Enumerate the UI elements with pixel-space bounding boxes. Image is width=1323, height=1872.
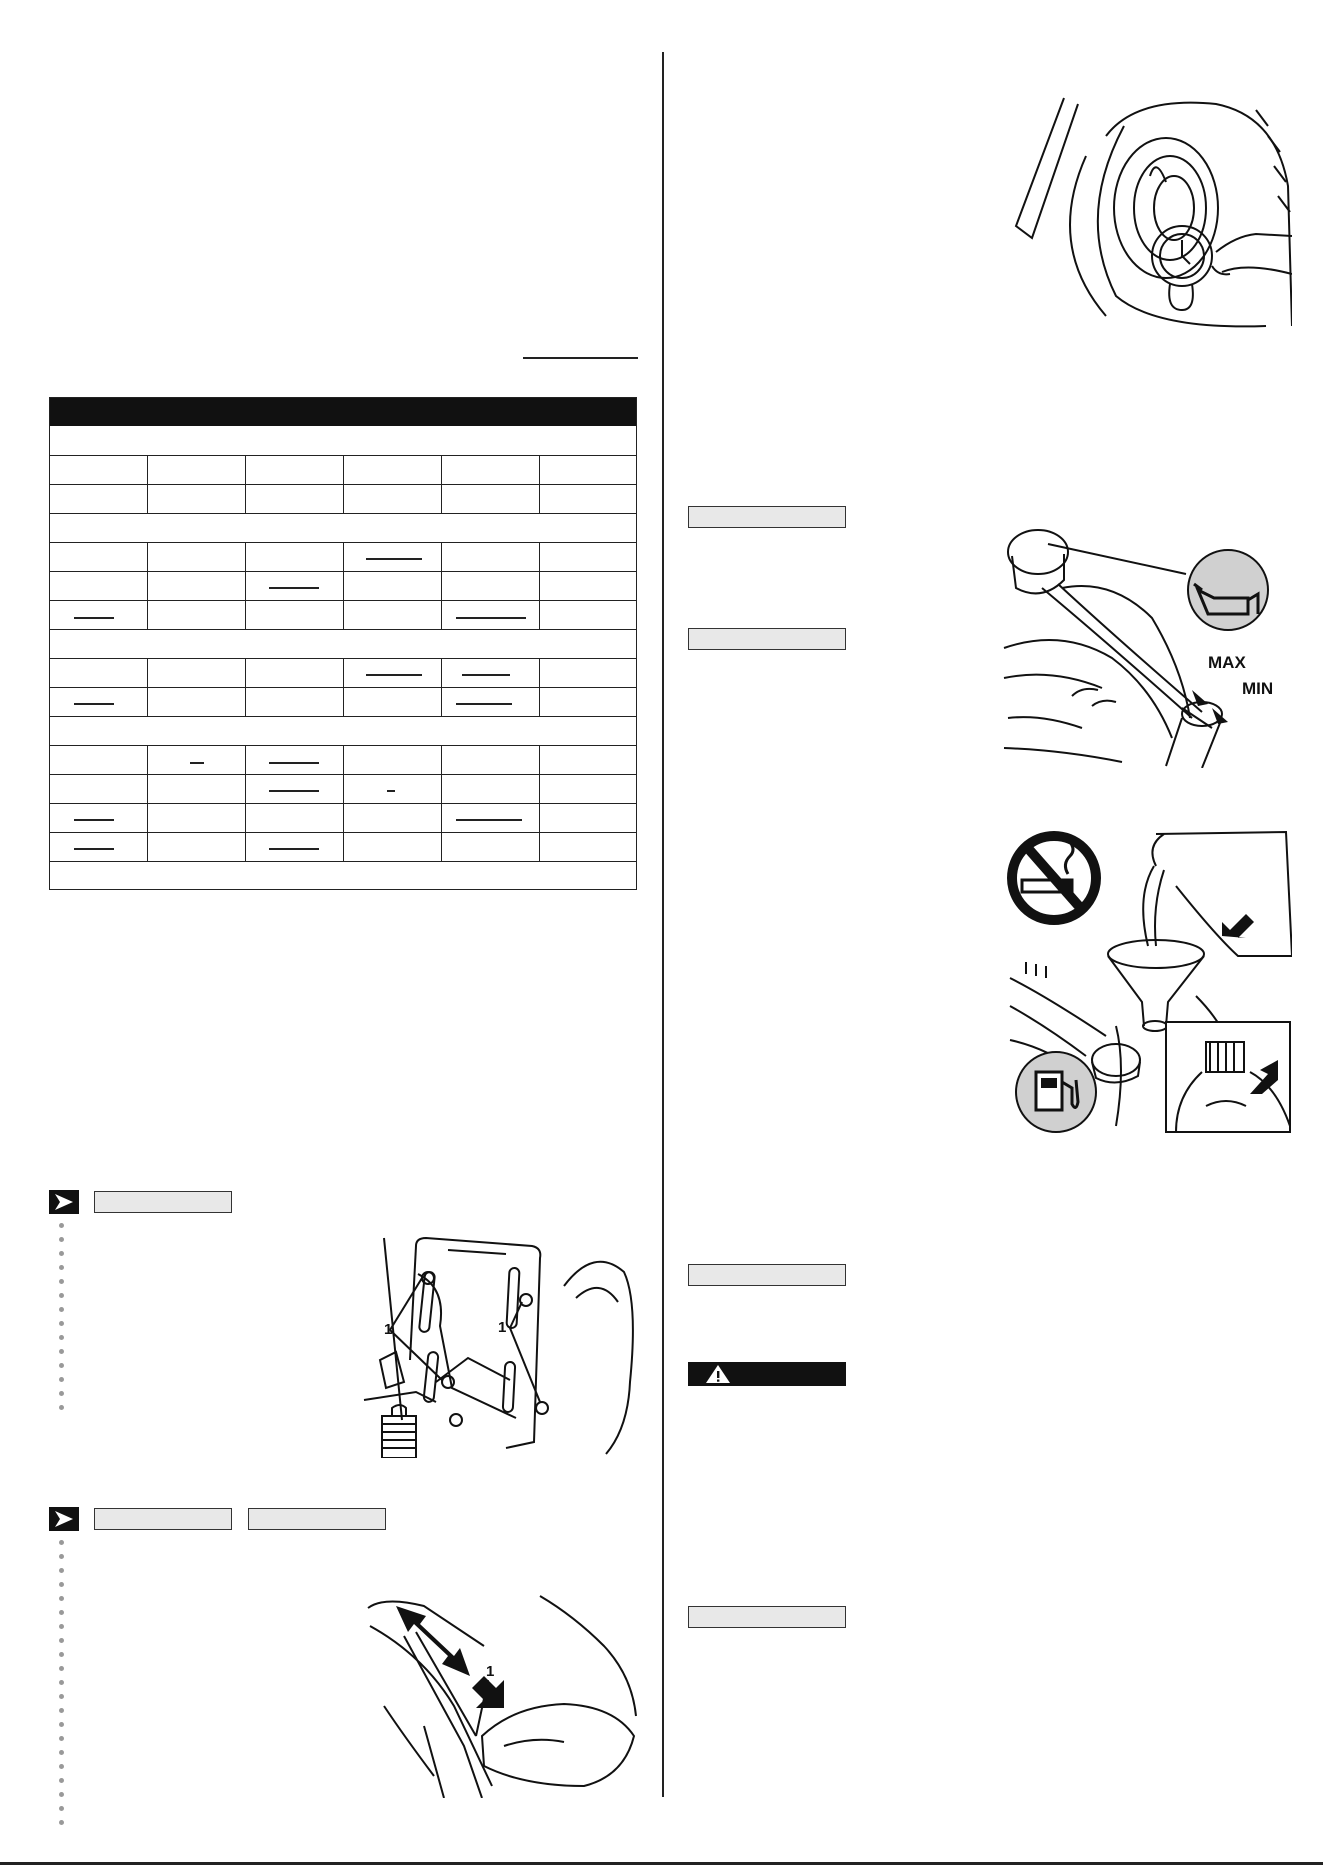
seat-adjust-illustration	[364, 1586, 640, 1798]
column-divider	[662, 52, 664, 1797]
top-underline	[523, 357, 638, 359]
spec-table-header	[50, 398, 636, 426]
table-rule	[50, 861, 636, 862]
callout-min: MIN	[1242, 679, 1274, 698]
step-label-seat-mount	[94, 1191, 232, 1213]
table-rule	[50, 629, 636, 630]
dot-guide	[59, 1540, 65, 1834]
step-arrow-icon	[49, 1190, 79, 1214]
callout-max: MAX	[1208, 653, 1246, 672]
refuel-illustration	[1006, 826, 1292, 1134]
spec-table	[49, 397, 637, 890]
dipstick-illustration	[1002, 518, 1292, 768]
table-rule	[50, 513, 636, 514]
tyre-pressure-illustration	[1006, 96, 1292, 330]
callout-1-right: 1	[498, 1319, 507, 1336]
step-arrow-icon	[49, 1507, 79, 1531]
dot-guide	[59, 1223, 65, 1419]
section-label-maintenance	[688, 1606, 846, 1628]
table-rule	[50, 716, 636, 717]
no-smoking-icon	[1012, 836, 1096, 920]
fuel-pump-icon	[1016, 1052, 1096, 1132]
section-label-oil-level	[688, 628, 846, 650]
step-label-seat-adjust-b	[248, 1508, 386, 1530]
callout-1-adjust: 1	[486, 1663, 495, 1680]
callout-1-left: 1	[384, 1321, 393, 1338]
section-label-oil-check	[688, 506, 846, 528]
section-label-refuel	[688, 1264, 846, 1286]
step-label-seat-adjust-a	[94, 1508, 232, 1530]
warning-label	[688, 1362, 846, 1386]
warning-triangle-icon	[698, 1362, 738, 1386]
oil-can-icon	[1188, 550, 1268, 630]
seat-mount-illustration	[356, 1232, 638, 1458]
footer-strip	[0, 1862, 1323, 1865]
